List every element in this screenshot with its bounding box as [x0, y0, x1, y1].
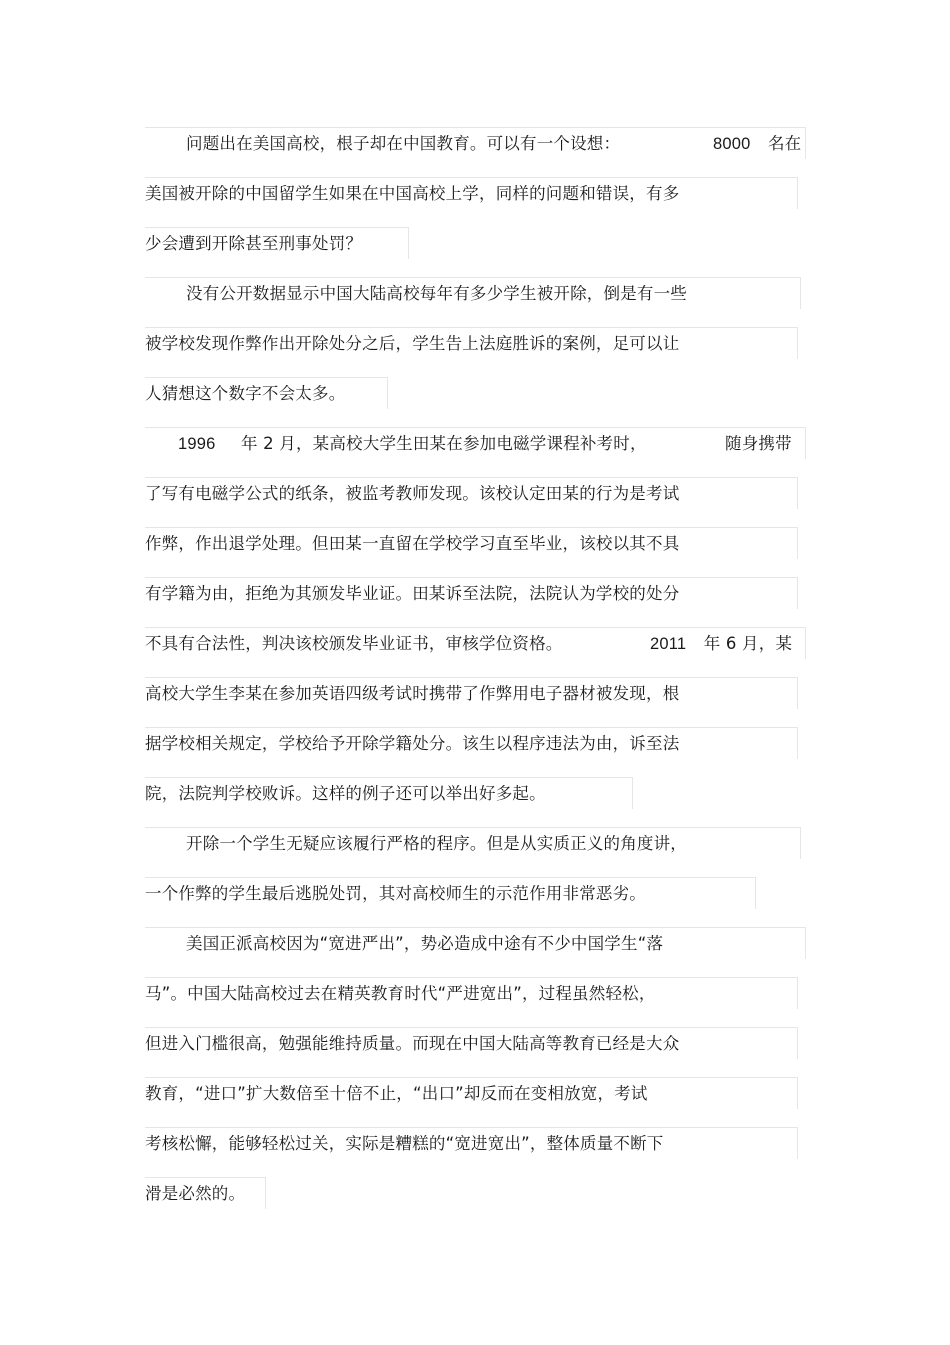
paragraph-1-line-1 — [186, 128, 620, 160]
paragraph-2-line-2: 被学校发现作弊作出开除处分之后，学生告上法庭胜诉的案例，足可以让 — [145, 334, 680, 353]
paragraph-4-line-1: 开除一个学生无疑应该履行严格的程序。但是从实质正义的角度讲， — [186, 834, 687, 853]
paragraph-3-line-6: 高校大学生李某在参加英语四级考试时携带了作弊用电子器材被发现，根 — [145, 684, 680, 703]
text-segment: 问题出在美国高校，根子却在中国教育。可以有一个设想： — [186, 134, 621, 153]
paragraph-5-line-5: 考核松懈，能够轻松过关，实际是糟糕的“宽进宽出”，整体质量不断下 — [145, 1134, 664, 1153]
paragraph-3-line-5: 不具有合法性，判决该校颁发毕业证书，审核学位资格。 — [145, 634, 563, 653]
paragraph-3-line-1-tail: 随身携带 — [725, 434, 792, 453]
paragraph-2-line-1: 没有公开数据显示中国大陆高校每年有多少学生被开除，倒是有一些 — [186, 284, 687, 303]
paragraph-1-line-2: 美国被开除的中国留学生如果在中国高校上学，同样的问题和错误，有多 — [145, 184, 680, 203]
paragraph-3-line-3: 作弊，作出退学处理。但田某一直留在学校学习直至毕业，该校以其不具 — [145, 534, 680, 553]
paragraph-3-line-7: 据学校相关规定，学校给予开除学籍处分。该生以程序违法为由，诉至法 — [145, 734, 680, 753]
paragraph-3-line-5-tail — [650, 628, 792, 660]
paragraph-5-line-6: 滑是必然的。 — [145, 1184, 246, 1203]
paragraph-5-line-3: 但进入门槛很高，勉强能维持质量。而现在中国大陆高等教育已经是大众 — [145, 1034, 680, 1053]
paragraph-1-line-1-number — [713, 128, 801, 160]
text-segment: 年 6 月，某 — [703, 634, 793, 653]
text-segment: 名在 — [767, 134, 802, 153]
year-2011: 2011 — [650, 635, 687, 653]
paragraph-3-line-1 — [178, 428, 647, 460]
paragraph-3-line-2: 了写有电磁学公式的纸条，被监考教师发现。该校认定田某的行为是考试 — [145, 484, 680, 503]
text-segment: 年 2 月，某高校大学生田某在参加电磁学课程补考时， — [240, 434, 647, 453]
paragraph-2-line-3: 人猜想这个数字不会太多。 — [145, 384, 346, 403]
year-1996: 1996 — [178, 435, 216, 453]
number-8000: 8000 — [713, 135, 751, 153]
paragraph-5-line-1: 美国正派高校因为“宽进严出”，势必造成中途有不少中国学生“落 — [186, 934, 664, 953]
paragraph-3-line-4: 有学籍为由，拒绝为其颁发毕业证。田某诉至法院，法院认为学校的处分 — [145, 584, 680, 603]
paragraph-4-line-2: 一个作弊的学生最后逃脱处罚，其对高校师生的示范作用非常恶劣。 — [145, 884, 646, 903]
paragraph-5-line-2: 马”。中国大陆高校过去在精英教育时代“严进宽出”，过程虽然轻松， — [145, 984, 656, 1003]
paragraph-3-line-8: 院，法院判学校败诉。这样的例子还可以举出好多起。 — [145, 784, 546, 803]
paragraph-5-line-4: 教育，“进口”扩大数倍至十倍不止，“出口”却反而在变相放宽，考试 — [145, 1084, 648, 1103]
paragraph-1-line-3: 少会遭到开除甚至刑事处罚？ — [145, 234, 363, 253]
